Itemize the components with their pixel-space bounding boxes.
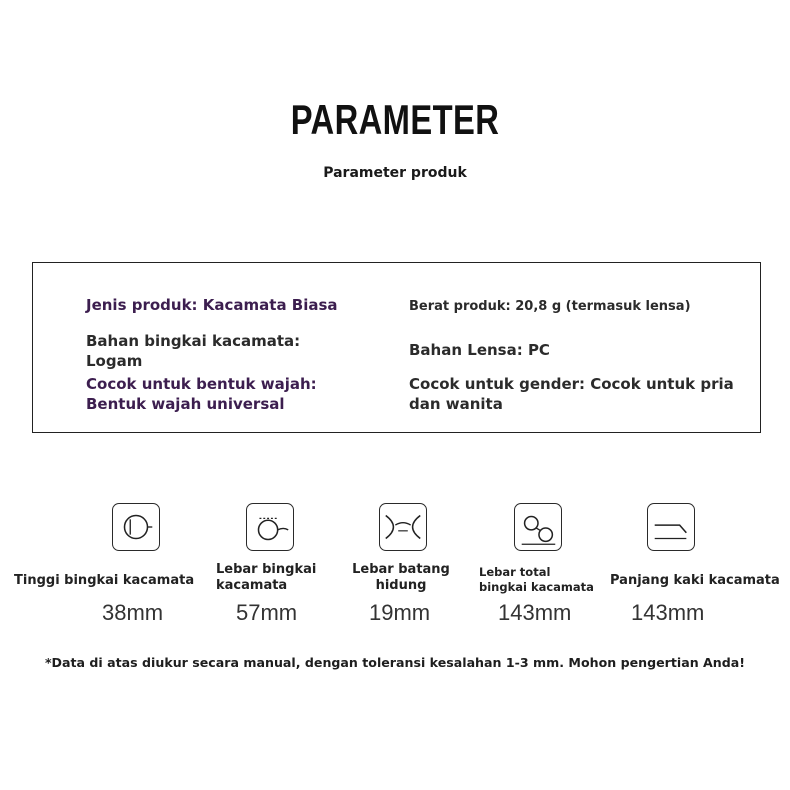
face-shape-line2: Bentuk wajah universal [86, 395, 285, 413]
spec-label-nose-bridge-line1: Lebar batang [352, 562, 450, 577]
spec-label-total-width-line1: Lebar total [479, 565, 551, 579]
spec-label-nose-bridge-line2: hidung [375, 578, 427, 593]
frame-material [86, 331, 300, 371]
spec-label-frame-width [216, 562, 316, 594]
lens-material: Bahan Lensa: PC [409, 341, 550, 359]
total-width-icon [514, 503, 562, 551]
temple-length-icon [647, 503, 695, 551]
gender [409, 374, 734, 414]
face-shape-line1: Cocok untuk bentuk wajah: [86, 375, 317, 393]
page-subtitle: Parameter produk [323, 165, 467, 181]
face-shape [86, 374, 317, 414]
parameter-table [32, 262, 761, 433]
measurement-footnote: *Data di atas diukur secara manual, dengan toleransi kesalahan 1-3 mm. Mohon pengertian Anda! [44, 655, 746, 670]
spec-list [0, 500, 790, 630]
product-type: Jenis produk: Kacamata Biasa [86, 296, 338, 314]
frame-material-line2: Logam [86, 352, 143, 370]
spec-value-nose-bridge: 19mm [369, 600, 431, 625]
spec-label-frame-width-line1: Lebar bingkai [216, 562, 317, 577]
product-weight: Berat produk: 20,8 g (termasuk lensa) [409, 299, 691, 314]
frame-width-icon [246, 503, 294, 551]
spec-label-frame-width-line2: kacamata [216, 578, 288, 593]
nose-bridge-icon [379, 503, 427, 551]
spec-label-frame-height: Tinggi bingkai kacamata [14, 573, 195, 588]
spec-label-total-width [479, 565, 594, 595]
spec-label-total-width-line2: bingkai kacamata [479, 580, 594, 594]
gender-line1: Cocok untuk gender: Cocok untuk pria [409, 375, 734, 393]
spec-value-frame-width: 57mm [236, 600, 298, 625]
spec-value-total-width: 143mm [498, 600, 572, 625]
spec-label-nose-bridge [349, 562, 453, 594]
spec-value-temple-length: 143mm [631, 600, 705, 625]
gender-line2: dan wanita [409, 395, 503, 413]
page-title: PARAMETER [290, 96, 500, 143]
frame-material-line1: Bahan bingkai kacamata: [86, 332, 301, 350]
spec-value-frame-height: 38mm [102, 600, 164, 625]
frame-height-icon [112, 503, 160, 551]
spec-label-temple-length: Panjang kaki kacamata [610, 573, 780, 588]
